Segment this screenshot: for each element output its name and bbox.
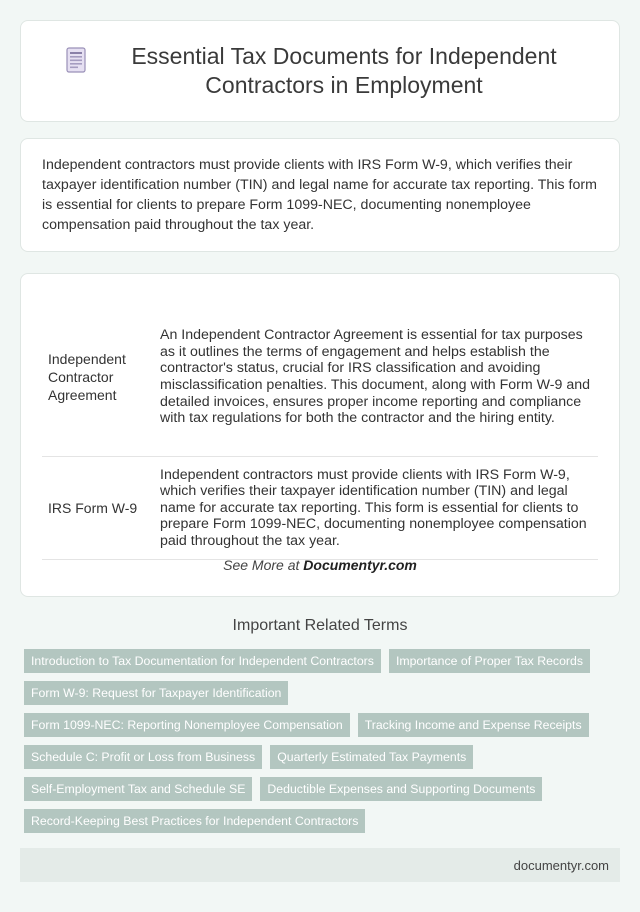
see-more-site: Documentyr.com [303, 557, 417, 573]
table-card [20, 273, 620, 597]
see-more-link[interactable] [21, 557, 619, 573]
term-cell: IRS Form W-9 [48, 500, 138, 516]
related-term-tag[interactable]: Quarterly Estimated Tax Payments [270, 745, 473, 769]
related-term-tag[interactable]: Form 1099-NEC: Reporting Nonemployee Compensation [24, 713, 350, 737]
page-title: Essential Tax Documents for Independent Contractors in Employment [131, 43, 557, 98]
description-cell: Independent contractors must provide clients with IRS Form W-9, which verifies their taxpayer identification number (TIN) and legal name for accurate tax reporting. This form is essential for clients to prepare Form 1099-NEC, documenting nonemployee compensation paid throughout the tax year. [160, 466, 587, 549]
related-term-tag[interactable]: Self-Employment Tax and Schedule SE [24, 777, 252, 801]
related-term-tag[interactable]: Record-Keeping Best Practices for Independent Contractors [24, 809, 365, 833]
terms-table [42, 298, 598, 560]
footer-site-link[interactable]: documentyr.com [513, 857, 609, 873]
title-wrap [21, 21, 619, 121]
related-term-tag[interactable]: Introduction to Tax Documentation for Independent Contractors [24, 649, 381, 673]
table-row [42, 298, 598, 457]
related-term-tag[interactable]: Schedule C: Profit or Loss from Business [24, 745, 262, 769]
related-term-tag[interactable]: Importance of Proper Tax Records [389, 649, 590, 673]
see-more-prefix: See More at [223, 557, 304, 573]
table-row [42, 457, 598, 560]
document-icon [61, 45, 91, 75]
related-terms-heading: Important Related Terms [232, 617, 408, 634]
title-card [20, 20, 620, 122]
related-terms-list [24, 649, 616, 833]
intro-text: Independent contractors must provide clients with IRS Form W-9, which verifies their taxpayer identification number (TIN) and legal name for accurate tax reporting. This form is essential for clients to prepare Form 1099-NEC, documenting nonemployee compensation paid throughout the tax year. [42, 157, 597, 233]
intro-card [20, 138, 620, 252]
term-cell: Independent Contractor Agreement [48, 351, 126, 403]
description-cell: An Independent Contractor Agreement is essential for tax purposes as it outlines the terms of engagement and helps establish the contractor's status, crucial for IRS classification and avoiding misclassification penalties. This document, along with Form W-9 and detailed invoices, ensures proper income reporting and compliance with tax regulations for both the contractor and the hiring entity. [160, 327, 591, 427]
related-term-tag[interactable]: Deductible Expenses and Supporting Documents [260, 777, 542, 801]
related-term-tag[interactable]: Tracking Income and Expense Receipts [358, 713, 589, 737]
related-term-tag[interactable]: Form W-9: Request for Taxpayer Identification [24, 681, 288, 705]
footer [20, 848, 620, 882]
